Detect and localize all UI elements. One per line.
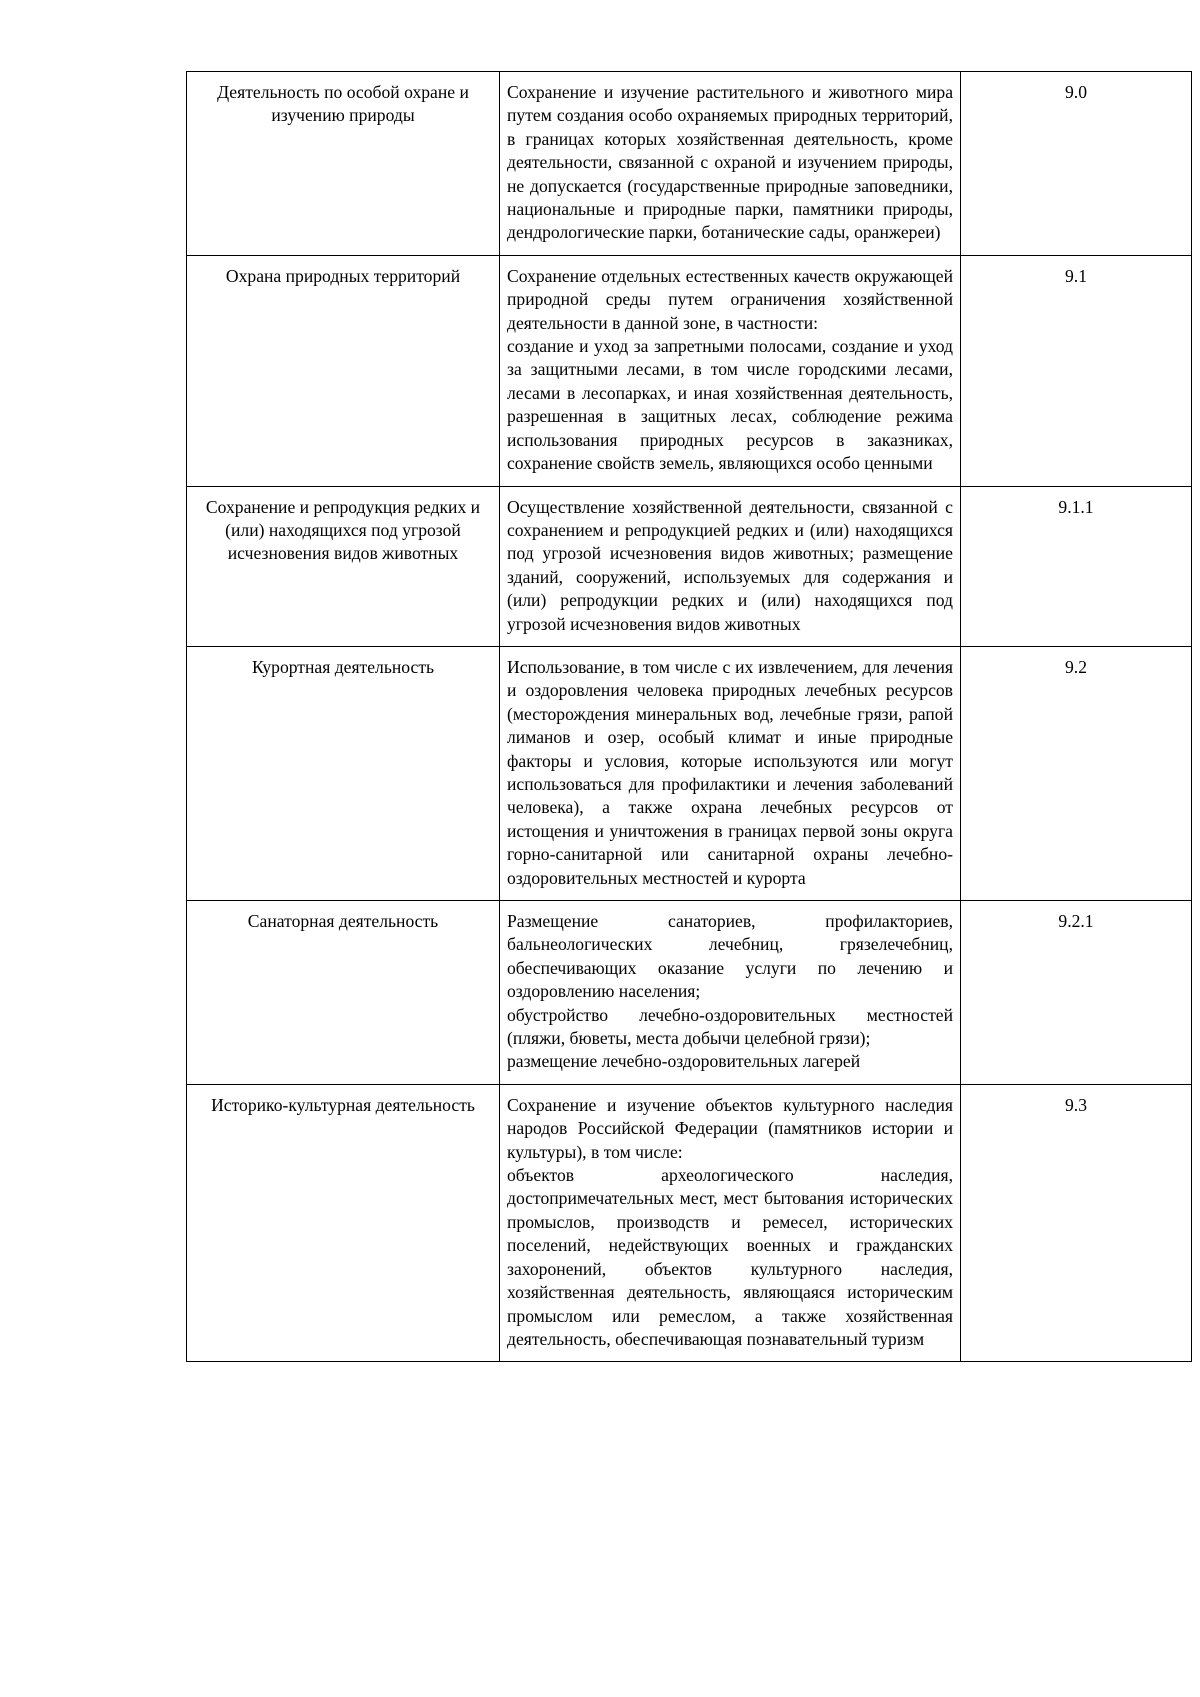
use-name: Санаторная деятельность xyxy=(187,901,500,1085)
use-code: 9.1 xyxy=(961,255,1192,486)
description-paragraph: Осуществление хозяйственной деятельности, связанной с сохранением и репродукцией редких и (или) находящихся под угрозой исчезновения видов животных; размещение зданий, сооружений, используемых для содержания и (или) репродукции редких и (или) находящихся под угрозой исчезновения видов животных xyxy=(507,496,953,634)
table-row xyxy=(187,486,1192,646)
description-paragraph: Сохранение и изучение объектов культурного наследия народов Российской Федерации (памятников истории и культуры), в том числе: xyxy=(507,1094,953,1162)
use-name: Историко-культурная деятельность xyxy=(187,1084,500,1361)
description-paragraph: Использование, в том числе с их извлечением, для лечения и оздоровления человека природных лечебных ресурсов (месторождения минеральных вод, лечебные грязи, рапой лиманов и озер, особый климат и иные природные факторы и условия, которые используются или могут использоваться для профилактики и лечения заболеваний человека), а также охрана лечебных ресурсов от истощения и уничтожения в границах первой зоны округа горно-санитарной или санитарной охраны лечебно-оздоровительных местностей и курорта xyxy=(507,656,953,888)
description-paragraph: Размещение санаториев, профилакториев, бальнеологических лечебниц, грязелечебниц, обеспечивающих оказание услуги по лечению и оздоровлению населения; xyxy=(507,911,953,1002)
use-description xyxy=(500,646,961,900)
use-code: 9.3 xyxy=(961,1084,1192,1361)
land-use-table xyxy=(186,71,1192,1362)
use-description xyxy=(500,255,961,486)
description-paragraph: Сохранение отдельных естественных качеств окружающей природной среды путем ограничения хозяйственной деятельности в данной зоне, в частности: xyxy=(507,265,953,333)
use-code: 9.2 xyxy=(961,646,1192,900)
use-description xyxy=(500,901,961,1085)
use-description xyxy=(500,486,961,646)
table-row xyxy=(187,1084,1192,1361)
description-paragraph: обустройство лечебно-оздоровительных местностей (пляжи, бюветы, места добычи целебной грязи); xyxy=(507,1004,953,1049)
use-description xyxy=(500,72,961,256)
table-body xyxy=(187,72,1192,1362)
description-paragraph: объектов археологического наследия, достопримечательных мест, мест бытования исторических промыслов, производств и ремесел, исторических поселений, недействующих военных и гражданских захоронений, объектов культурного наследия, хозяйственная деятельность, являющаяся историческим промыслом или ремеслом, а также хозяйственная деятельность, обеспечивающая познавательный туризм xyxy=(507,1165,953,1349)
use-name: Курортная деятельность xyxy=(187,646,500,900)
table-row xyxy=(187,255,1192,486)
use-name: Охрана природных территорий xyxy=(187,255,500,486)
table-row xyxy=(187,72,1192,256)
use-code: 9.2.1 xyxy=(961,901,1192,1085)
use-code: 9.0 xyxy=(961,72,1192,256)
description-paragraph: создание и уход за запретными полосами, создание и уход за защитными лесами, в том числе городскими лесами, лесами в лесопарках, и иная хозяйственная деятельность, разрешенная в защитных лесах, соблюдение режима использования природных ресурсов в заказниках, сохранение свойств земель, являющихся особо ценными xyxy=(507,336,953,474)
table-row xyxy=(187,646,1192,900)
description-paragraph: Сохранение и изучение растительного и животного мира путем создания особо охраняемых природных территорий, в границах которых хозяйственная деятельность, кроме деятельности, связанной с охраной и изучением природы, не допускается (государственные природные заповедники, национальные и природные парки, памятники природы, дендрологические парки, ботанические сады, оранжереи) xyxy=(507,82,953,243)
use-code: 9.1.1 xyxy=(961,486,1192,646)
use-description xyxy=(500,1084,961,1361)
use-name: Деятельность по особой охране и изучению природы xyxy=(187,72,500,256)
description-paragraph: размещение лечебно-оздоровительных лагерей xyxy=(507,1051,861,1072)
use-name: Сохранение и репродукция редких и (или) находящихся под угрозой исчезновения видов животных xyxy=(187,486,500,646)
table-row xyxy=(187,901,1192,1085)
